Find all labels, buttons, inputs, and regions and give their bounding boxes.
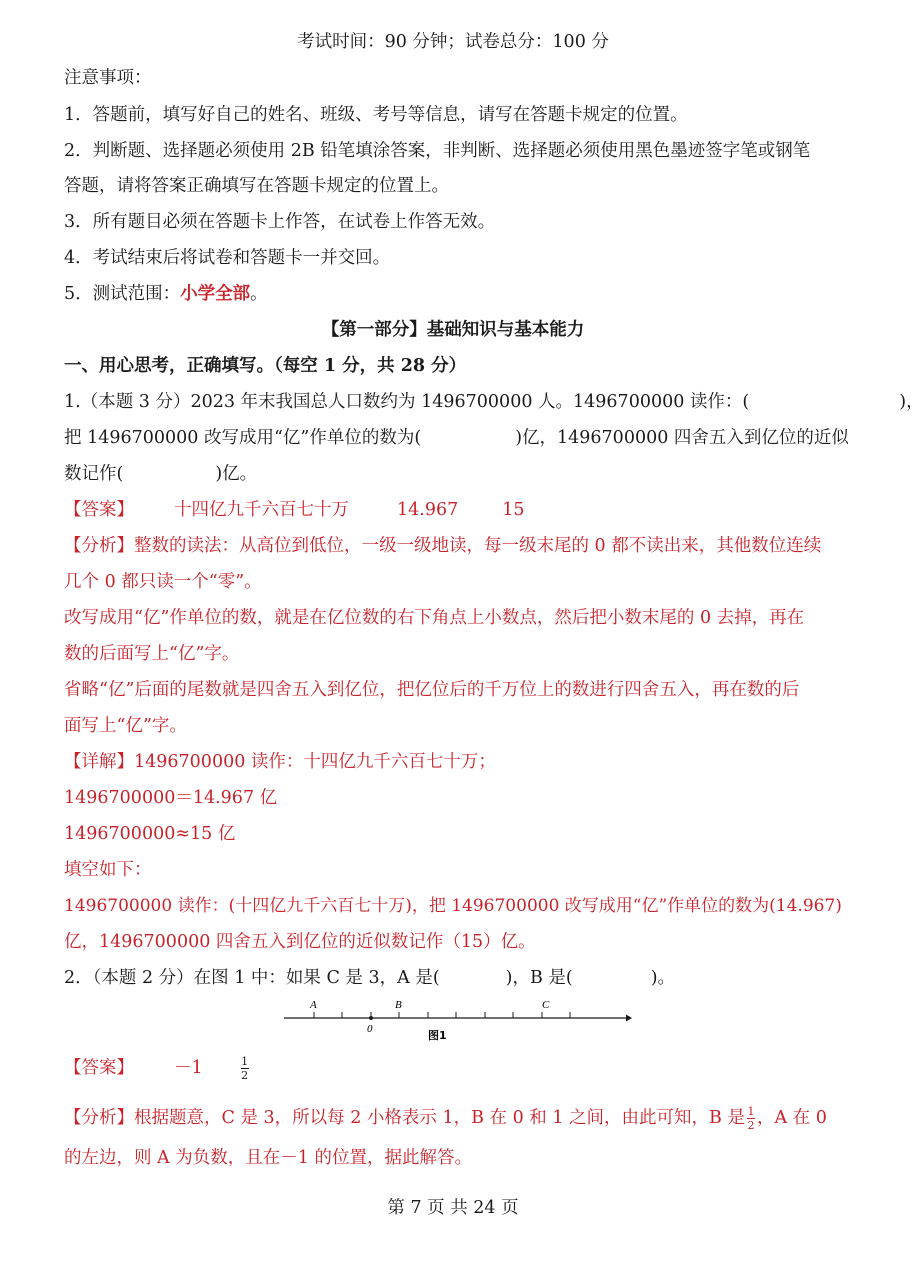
q2-analysis-text-1b: ，A 在 0 [756, 1108, 827, 1128]
q1-stem-3b: )亿。 [215, 464, 258, 484]
q1-line-3 [64, 462, 257, 486]
q2-answer-a: －1 [174, 1058, 203, 1078]
notice-item-5-suffix: 。 [250, 284, 268, 304]
q1-detail-1 [64, 750, 496, 774]
q2-answer [64, 1056, 251, 1081]
q1-answer [64, 498, 525, 522]
q1-stem-2a: 把 1496700000 改写成用“亿”作单位的数为( [64, 428, 422, 448]
q1-line-1 [64, 390, 924, 414]
q1-fill-2: 亿，1496700000 四舍五入到亿位的近似数记作（15）亿。 [64, 932, 536, 952]
q1-detail-label: 【详解】 [64, 752, 134, 772]
q1-fill-1: 1496700000 读作：(十四亿九千六百七十万)，把 1496700000 改写成用“亿”作单位的数为(14.967) [64, 896, 842, 916]
section-1-title: 一、用心思考，正确填写。（每空 1 分，共 28 分） [64, 356, 467, 376]
q1-analysis-1a [64, 534, 821, 558]
q1-detail-3: 1496700000≈15 亿 [64, 824, 236, 844]
q2-analysis-label: 【分析】 [64, 1108, 134, 1128]
figure-caption: 图1 [428, 1029, 447, 1042]
q2-stem-a: 2．（本题 2 分）在图 1 中：如果 C 是 3，A 是( [64, 968, 440, 988]
q2-analysis-1 [64, 1106, 827, 1131]
label-a: A [310, 999, 317, 1011]
q1-analysis-3a: 省略“亿”后面的尾数就是四舍五入到亿位，把亿位后的千万位上的数进行四舍五入，再在数的后 [64, 680, 800, 700]
fraction-denominator: 2 [747, 1119, 755, 1132]
notice-item-3: 3．所有题目必须在答题卡上作答，在试卷上作答无效。 [64, 212, 496, 232]
notice-item-1: 1．答题前，填写好自己的姓名、班级、考号等信息，请写在答题卡规定的位置。 [64, 105, 688, 125]
q1-stem-1: 1.（本题 3 分）2023 年末我国总人口数约为 1496700000 人。1496700000 读作：( [64, 392, 750, 412]
q1-answer-3: 15 [502, 500, 525, 520]
q2-analysis-text-1a: 根据题意，C 是 3，所以每 2 小格表示 1，B 在 0 和 1 之间，由此可知，B 是 [134, 1108, 745, 1128]
q1-line-2 [64, 426, 849, 450]
q1-analysis-2a: 改写成用“亿”作单位的数，就是在亿位数的右下角点上小数点，然后把小数末尾的 0 去掉，再在 [64, 608, 805, 628]
q1-analysis-2b: 数的后面写上“亿”字。 [64, 644, 240, 664]
q2-answer-label: 【答案】 [64, 1058, 134, 1078]
notice-item-4: 4．考试结束后将试卷和答题卡一并交回。 [64, 248, 391, 268]
label-zero: 0 [367, 1023, 373, 1035]
notice-item-2b: 答题，请将答案正确填写在答题卡规定的位置上。 [64, 176, 449, 196]
notice-item-2a: 2．判断题、选择题必须使用 2B 铅笔填涂答案，非判断、选择题必须使用黑色墨迹签字笔或钢笔 [64, 141, 811, 161]
q2-stem-b: )，B 是( [505, 968, 573, 988]
notice-item-5-prefix: 5．测试范围： [64, 284, 181, 304]
number-line-figure [280, 996, 640, 1044]
q1-analysis-1b: 几个 0 都只读一个“零”。 [64, 572, 262, 592]
q2-answer-b-fraction [241, 1056, 249, 1081]
label-b: B [395, 999, 402, 1011]
q1-stem-3a: 数记作( [64, 464, 124, 484]
notice-title: 注意事项： [64, 68, 152, 88]
q1-answer-1: 十四亿九千六百七十万 [174, 500, 349, 520]
exam-info: 考试时间：90 分钟；试卷总分：100 分 [297, 32, 609, 52]
number-line-ticks [314, 1012, 570, 1018]
q2-stem [64, 966, 675, 990]
page-footer: 第 7 页 共 24 页 [387, 1198, 519, 1218]
q1-analysis-3b: 面写上“亿”字。 [64, 716, 187, 736]
test-scope: 小学全部 [180, 284, 251, 304]
q1-analysis-label: 【分析】 [64, 536, 134, 556]
q1-answer-label: 【答案】 [64, 500, 134, 520]
part-title: 【第一部分】基础知识与基本能力 [321, 320, 585, 340]
label-c: C [542, 999, 550, 1011]
fraction-numerator: 1 [747, 1105, 755, 1118]
q2-stem-c: )。 [650, 968, 676, 988]
q1-detail-2: 1496700000＝14.967 亿 [64, 788, 278, 808]
q1-analysis-text-1a: 整数的读法：从高位到低位，一级一级地读，每一级末尾的 0 都不读出来，其他数位连续 [134, 536, 822, 556]
zero-point [369, 1016, 373, 1020]
q1-detail-text-1: 1496700000 读作：十四亿九千六百七十万； [134, 752, 496, 772]
fraction-denominator: 2 [241, 1069, 249, 1082]
fraction-numerator: 1 [241, 1055, 249, 1068]
q2-analysis-fraction [747, 1106, 755, 1131]
q2-analysis-2: 的左边，则 A 为负数，且在－1 的位置，据此解答。 [64, 1148, 472, 1168]
number-line-arrow [626, 1015, 632, 1022]
q1-fill-title: 填空如下： [64, 860, 152, 880]
q1-answer-2: 14.967 [397, 500, 459, 520]
notice-item-5 [64, 282, 268, 306]
q1-stem-1-end: )， [899, 392, 924, 412]
q1-stem-2b: )亿，1496700000 四舍五入到亿位的近似 [515, 428, 849, 448]
